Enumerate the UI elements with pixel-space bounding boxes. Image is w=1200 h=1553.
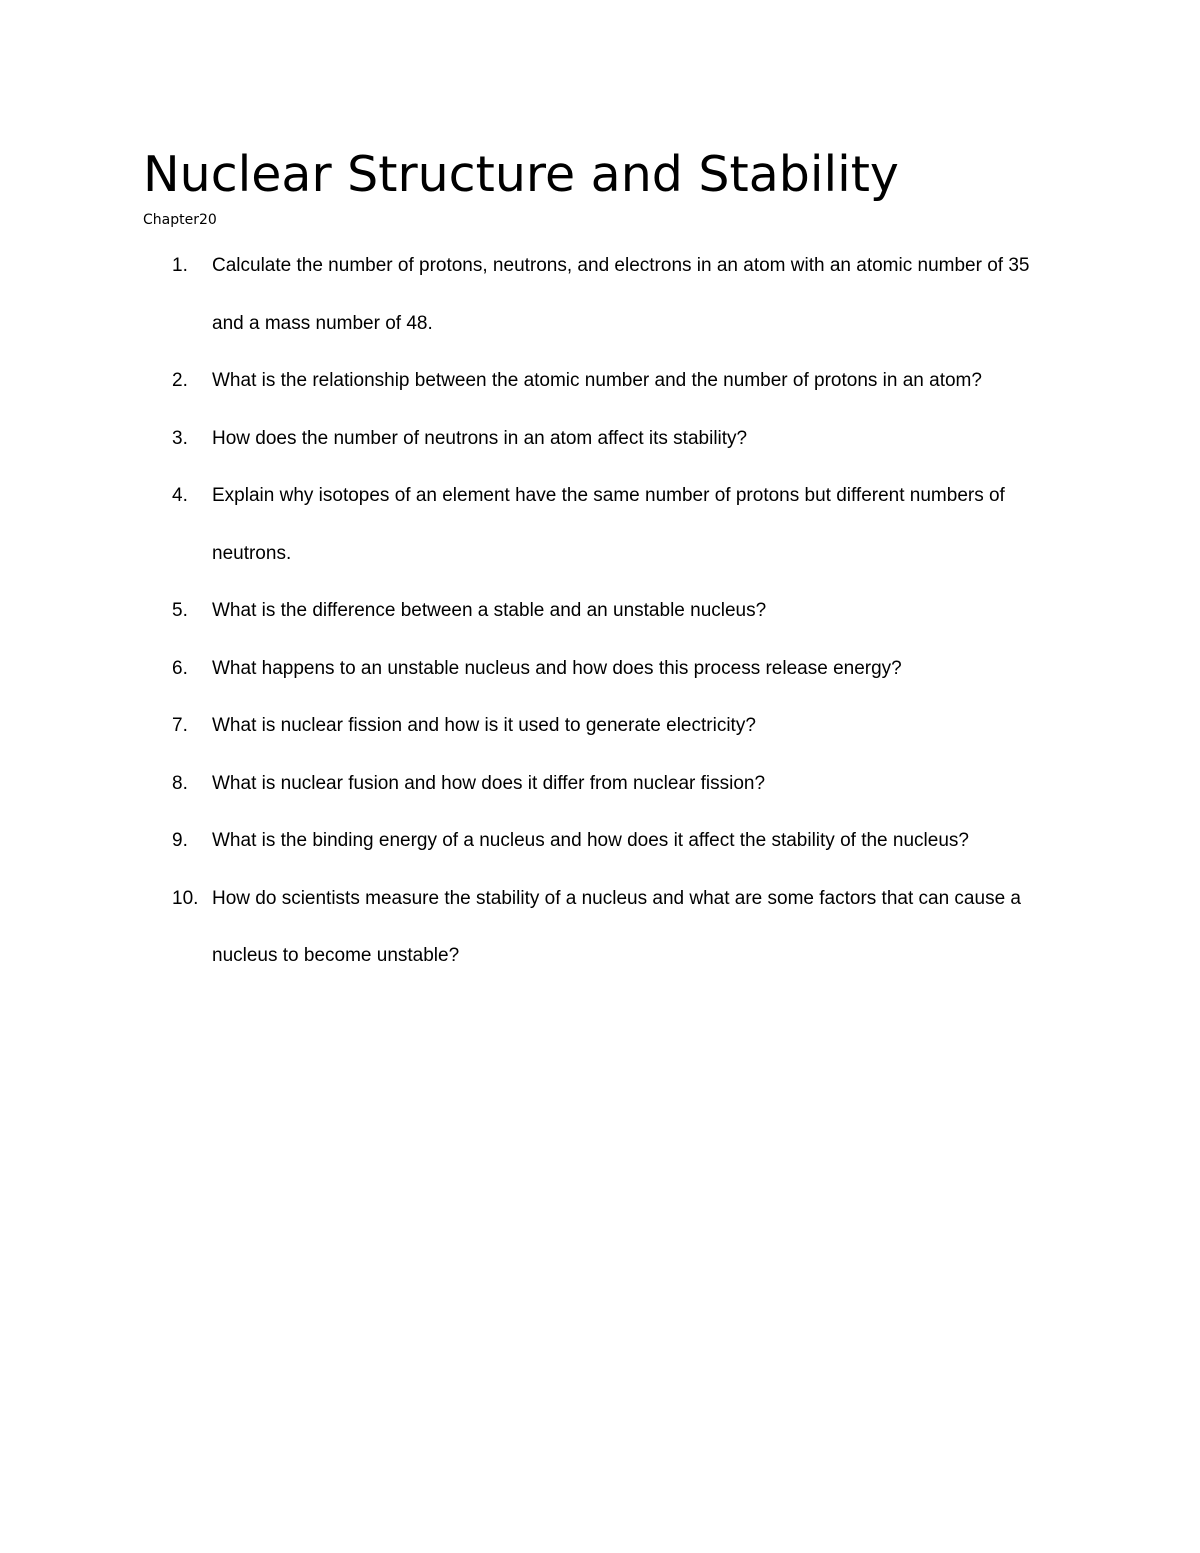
question-text: What is nuclear fusion and how does it differ from nuclear fission? [212,772,766,794]
question-item [0,640,1062,698]
question-text: What is the binding energy of a nucleus and how does it affect the stability of the nucleus? [212,830,969,851]
question-text: What is nuclear fission and how is it used to generate electricity? [212,715,756,736]
question-text: Calculate the number of protons, neutrons, and electrons in an atom with an atomic number of 35 and a mass number of 48. [212,255,1030,334]
question-item [0,467,1062,582]
question-item [0,410,1062,468]
question-text: What is the difference between a stable and an unstable nucleus? [212,600,767,621]
question-number: 2. [172,370,188,391]
question-number: 6. [172,657,188,679]
question-number: 3. [172,427,188,449]
question-item [0,755,1062,813]
question-text: How do scientists measure the stability of a nucleus and what are some factors that can cause a nucleus to become unstable? [212,887,1021,966]
question-number: 10. [172,887,199,909]
question-text: What is the relationship between the atomic number and the number of protons in an atom? [212,370,982,391]
question-number: 8. [172,772,188,794]
question-item [0,870,1062,985]
question-number: 5. [172,600,188,621]
question-item [0,697,1062,755]
question-item [0,237,1062,352]
question-number: 7. [172,715,188,736]
question-text: Explain why isotopes of an element have the same number of protons but different numbers of neutrons. [212,485,1005,564]
question-text: How does the number of neutrons in an atom affect its stability? [212,427,748,449]
question-list [0,237,1200,985]
question-item [0,352,1062,410]
question-item [0,812,1062,870]
question-number: 4. [172,485,188,506]
chapter-label: Chapter20 [143,212,217,228]
question-number: 9. [172,830,188,851]
question-number: 1. [172,255,188,276]
page-title: Nuclear Structure and Stability [143,146,899,203]
question-item [0,582,1062,640]
question-text: What happens to an unstable nucleus and how does this process release energy? [212,657,902,679]
